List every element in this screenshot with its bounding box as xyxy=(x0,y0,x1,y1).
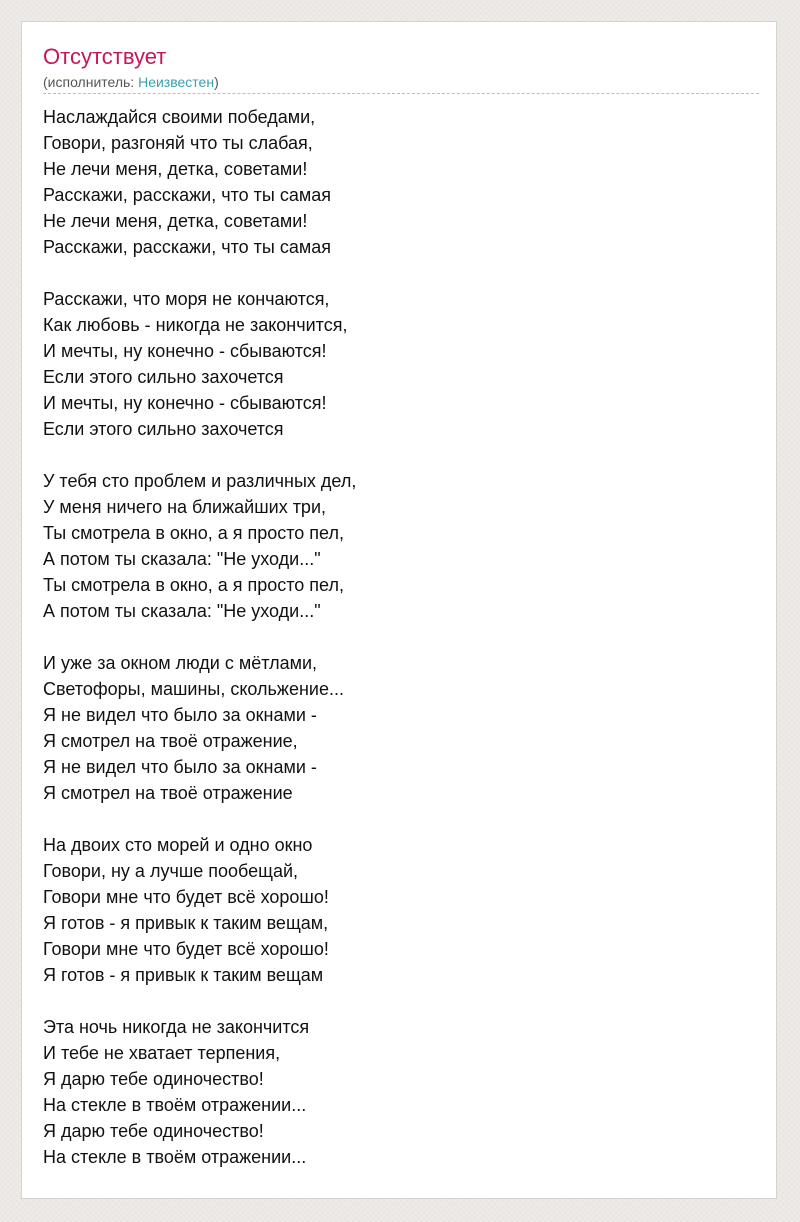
lyrics-line: У тебя сто проблем и различных дел, xyxy=(43,471,357,491)
lyrics-line: А потом ты сказала: "Не уходи..." xyxy=(43,601,321,621)
lyrics-card xyxy=(21,21,777,1199)
lyrics-stanza xyxy=(43,1014,759,1170)
lyrics-line: Расскажи, расскажи, что ты самая xyxy=(43,237,331,257)
artist-line xyxy=(43,73,219,91)
lyrics-line: На двоих сто морей и одно окно xyxy=(43,835,313,855)
lyrics-stanza xyxy=(43,286,759,442)
lyrics-line: Как любовь - никогда не закончится, xyxy=(43,315,348,335)
lyrics-line: Говори, разгоняй что ты слабая, xyxy=(43,133,313,153)
lyrics-line: Говори мне что будет всё хорошо! xyxy=(43,939,329,959)
lyrics-line: Я смотрел на твоё отражение xyxy=(43,783,293,803)
lyrics-line: Расскажи, расскажи, что ты самая xyxy=(43,185,331,205)
lyrics-line: Эта ночь никогда не закончится xyxy=(43,1017,310,1037)
lyrics-line: Я не видел что было за окнами - xyxy=(43,705,317,725)
lyrics-text xyxy=(43,104,759,1196)
song-title: Отсутствует xyxy=(43,44,167,69)
lyrics-line: Светофоры, машины, скольжение... xyxy=(43,679,344,699)
lyrics-line: Если этого сильно захочется xyxy=(43,367,284,387)
lyrics-line: И уже за окном люди с мётлами, xyxy=(43,653,318,673)
lyrics-line: И мечты, ну конечно - сбываются! xyxy=(43,393,327,413)
lyrics-line: Я не видел что было за окнами - xyxy=(43,757,317,777)
lyrics-line: Я готов - я привык к таким вещам, xyxy=(43,913,329,933)
lyrics-line: Наслаждайся своими победами, xyxy=(43,107,316,127)
lyrics-stanza xyxy=(43,650,759,806)
lyrics-stanza xyxy=(43,832,759,988)
lyrics-line: Говори, ну а лучше пообещай, xyxy=(43,861,299,881)
lyrics-line: Говори мне что будет всё хорошо! xyxy=(43,887,329,907)
lyrics-line: Я готов - я привык к таким вещам xyxy=(43,965,324,985)
lyrics-line: Я смотрел на твоё отражение, xyxy=(43,731,298,751)
lyrics-line: И тебе не хватает терпения, xyxy=(43,1043,281,1063)
lyrics-line: Ты смотрела в окно, а я просто пел, xyxy=(43,575,344,595)
lyrics-line: И мечты, ну конечно - сбываются! xyxy=(43,341,327,361)
lyrics-line: На стекле в твоём отражении... xyxy=(43,1095,307,1115)
lyrics-stanza xyxy=(43,104,759,260)
lyrics-line: Расскажи, что моря не кончаются, xyxy=(43,289,330,309)
lyrics-line: Я дарю тебе одиночество! xyxy=(43,1069,264,1089)
lyrics-line: На стекле в твоём отражении... xyxy=(43,1147,307,1167)
lyrics-line: А потом ты сказала: "Не уходи..." xyxy=(43,549,321,569)
lyrics-line: Если этого сильно захочется xyxy=(43,419,284,439)
lyrics-line: Не лечи меня, детка, советами! xyxy=(43,211,308,231)
artist-suffix: ) xyxy=(214,74,219,90)
lyrics-line: Не лечи меня, детка, советами! xyxy=(43,159,308,179)
artist-name-link[interactable]: Неизвестен xyxy=(138,74,215,90)
lyrics-line: У меня ничего на ближайших три, xyxy=(43,497,326,517)
lyrics-stanza xyxy=(43,468,759,624)
lyrics-line: Ты смотрела в окно, а я просто пел, xyxy=(43,523,344,543)
lyrics-line: Я дарю тебе одиночество! xyxy=(43,1121,264,1141)
artist-prefix: (исполнитель: xyxy=(43,74,139,90)
title-divider xyxy=(43,93,759,94)
